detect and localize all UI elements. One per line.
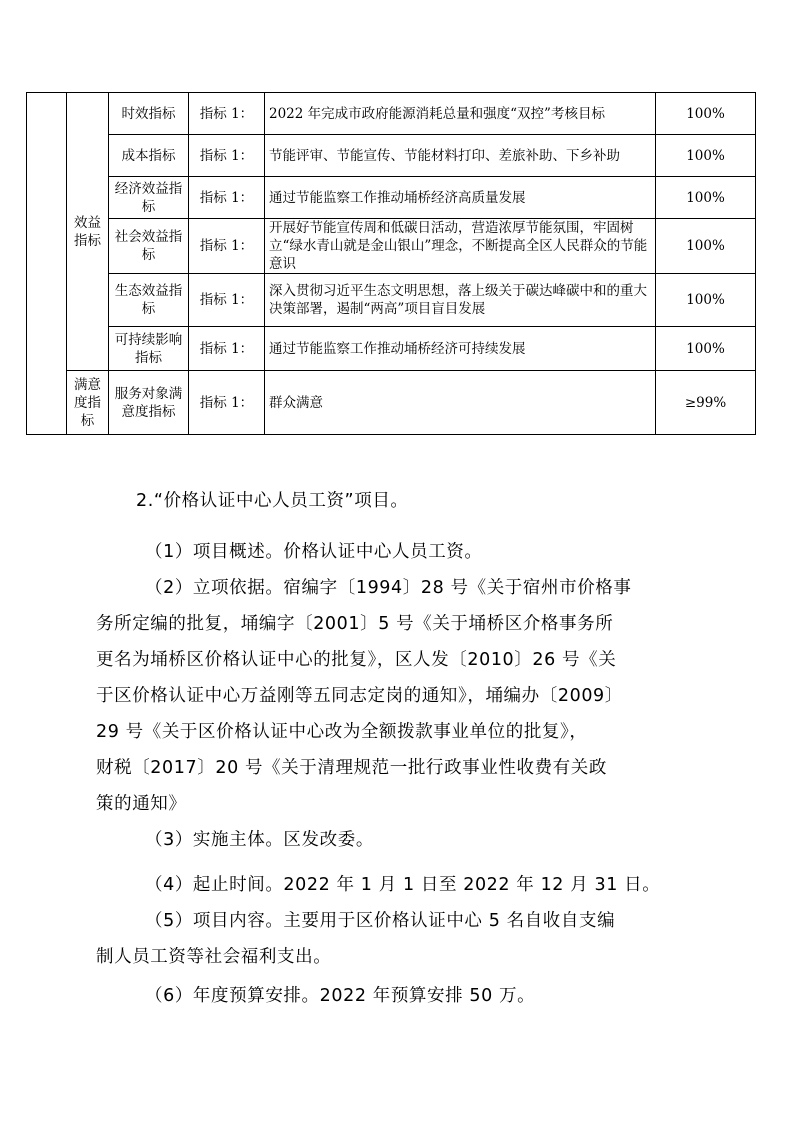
annual-budget: （6）年度预算安排。2022 年预算安排 50 万。 [145,986,536,1006]
indicator-name: 指标 1： [189,177,265,219]
section-heading: 2.“价格认证中心人员工资”项目。 [136,491,409,511]
level3-indicator: 服务对象满意度指标 [109,371,189,435]
level3-indicator: 社会效益指标 [109,219,189,274]
legal-basis-line: 于区价格认证中心万益刚等五同志定岗的通知》，埇编办〔2009〕 [96,686,623,706]
indicator-value: ≥99% [656,371,756,435]
table-row [27,274,756,327]
legal-basis-line: 策的通知》 [96,794,187,814]
level3-indicator: 经济效益指标 [109,177,189,219]
level3-indicator: 可持续影响指标 [109,327,189,371]
indicator-name: 指标 1： [189,274,265,327]
indicator-content: 通过节能监察工作推动埇桥经济高质量发展 [265,177,656,219]
project-content-line: 制人员工资等社会福利支出。 [96,947,332,967]
performance-indicator-table [26,92,756,435]
implementing-body: （3）实施主体。区发改委。 [145,830,374,850]
group-satisfaction-cell: 满意度指标 [67,371,109,435]
indicator-value: 100% [656,274,756,327]
indicator-value: 100% [656,93,756,135]
project-content-line: （5）项目内容。主要用于区价格认证中心 5 名自收自支编 [145,911,616,931]
indicator-name: 指标 1： [189,371,265,435]
indicator-content: 通过节能监察工作推动埇桥经济可持续发展 [265,327,656,371]
legal-basis-line: 财税〔2017〕20 号《关于清理规范一批行政事业性收费有关政 [96,758,607,778]
indicator-name: 指标 1： [189,135,265,177]
indicator-name: 指标 1： [189,93,265,135]
table-row [27,371,756,435]
indicator-content: 群众满意 [265,371,656,435]
indicator-value: 100% [656,219,756,274]
indicator-name: 指标 1： [189,219,265,274]
legal-basis-line: （2）立项依据。宿编字〔1994〕28 号《关于宿州市价格事 [145,578,632,598]
group-benefit-cell: 效益指标 [67,93,109,371]
table-row [27,177,756,219]
indicator-content: 开展好节能宣传周和低碳日活动，营造浓厚节能氛围，牢固树立“绿水青山就是金山银山”理念，不断提高全区人民群众的节能意识 [265,219,656,274]
indicator-content: 深入贯彻习近平生态文明思想，落上级关于碳达峰碳中和的重大决策部署，遏制“两高”项目盲目发展 [265,274,656,327]
indicator-value: 100% [656,135,756,177]
indicator-value: 100% [656,327,756,371]
level1-indicator-cell [27,93,67,435]
table-row [27,93,756,135]
level3-indicator: 生态效益指标 [109,274,189,327]
indicator-content: 节能评审、节能宣传、节能材料打印、差旅补助、下乡补助 [265,135,656,177]
table-row [27,135,756,177]
indicator-name: 指标 1： [189,327,265,371]
indicator-content: 2022 年完成市政府能源消耗总量和强度“双控”考核目标 [265,93,656,135]
legal-basis-line: 更名为埇桥区价格认证中心的批复》，区人发〔2010〕26 号《关 [96,650,617,670]
level3-indicator: 时效指标 [109,93,189,135]
table-row [27,219,756,274]
table-row [27,327,756,371]
indicator-value: 100% [656,177,756,219]
duration: （4）起止时间。2022 年 1 月 1 日至 2022 年 12 月 31 日。 [145,875,661,895]
legal-basis-line: 务所定编的批复，埇编字〔2001〕5 号《关于埇桥区介格事务所 [96,614,614,634]
level3-indicator: 成本指标 [109,135,189,177]
legal-basis-line: 29 号《关于区价格认证中心改为全额拨款事业单位的批复》， [96,722,588,742]
project-overview: （1）项目概述。价格认证中心人员工资。 [145,542,483,562]
